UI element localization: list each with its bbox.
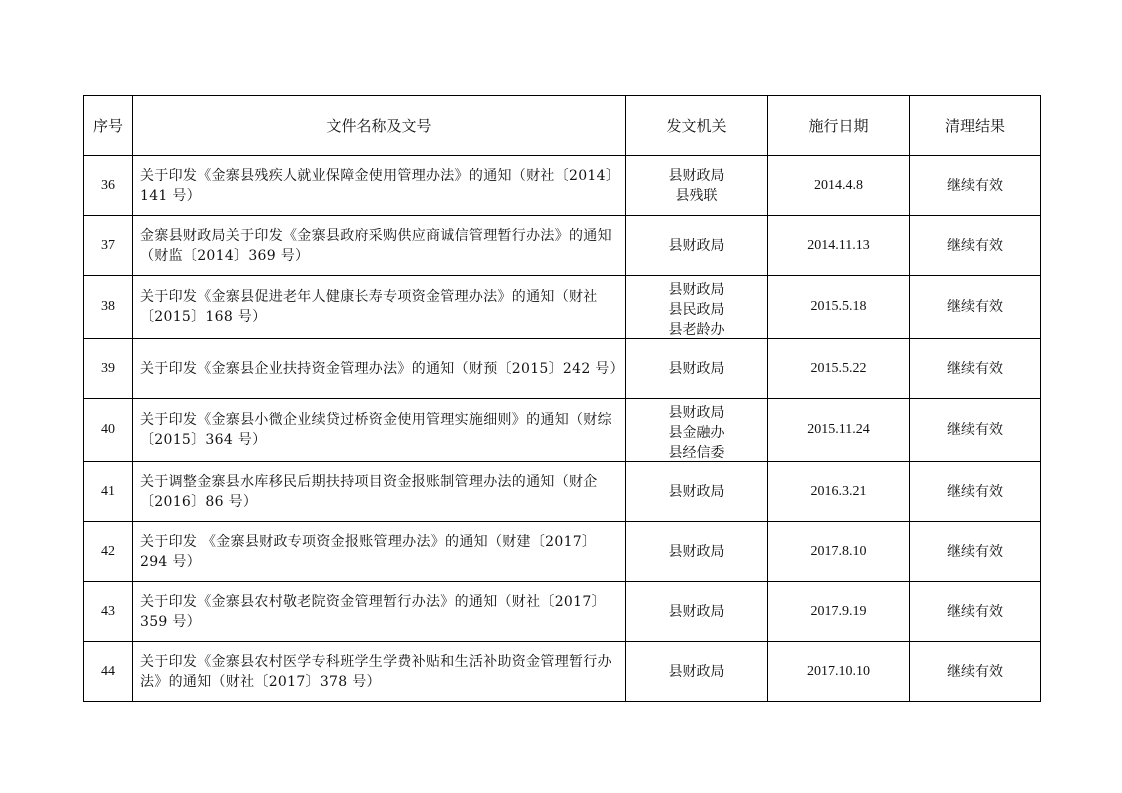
org-list (626, 542, 767, 562)
row-result: 继续有效 (910, 216, 1041, 276)
table-row (84, 216, 1041, 276)
table-row (84, 399, 1041, 462)
row-date: 2015.11.24 (768, 399, 910, 462)
org-name: 县财政局 (668, 237, 725, 254)
org-name: 县民政局 (668, 302, 725, 318)
row-org (626, 156, 768, 216)
header-row (84, 96, 1041, 156)
row-org (626, 642, 768, 702)
org-name: 县财政局 (668, 483, 725, 500)
row-date: 2014.4.8 (768, 156, 910, 216)
table-row (84, 642, 1041, 702)
row-result: 继续有效 (910, 399, 1041, 462)
table-header (84, 96, 1041, 156)
row-num: 40 (84, 399, 133, 462)
org-list (626, 662, 767, 682)
row-date: 2015.5.18 (768, 276, 910, 339)
row-num: 38 (84, 276, 133, 339)
org-list (626, 399, 767, 461)
table-row (84, 522, 1041, 582)
row-title: 关于印发《金寨县农村敬老院资金管理暂行办法》的通知（财社〔2017〕359 号） (133, 582, 626, 642)
org-name: 县财政局 (668, 405, 725, 421)
document-table (83, 95, 1041, 702)
table-row (84, 462, 1041, 522)
row-date: 2017.9.19 (768, 582, 910, 642)
org-list (626, 276, 767, 338)
header-org: 发文机关 (626, 96, 768, 156)
row-num: 43 (84, 582, 133, 642)
table-body (84, 156, 1041, 702)
row-date: 2014.11.13 (768, 216, 910, 276)
row-org (626, 582, 768, 642)
table-row (84, 339, 1041, 399)
org-name: 县财政局 (668, 167, 725, 184)
org-name: 县财政局 (668, 663, 725, 680)
org-name: 县财政局 (668, 603, 725, 620)
row-title: 关于印发《金寨县残疾人就业保障金使用管理办法》的通知（财社〔2014〕141 号） (133, 156, 626, 216)
org-list (626, 236, 767, 256)
row-result: 继续有效 (910, 276, 1041, 339)
table-row (84, 156, 1041, 216)
org-name: 县金融办 (668, 425, 725, 441)
row-org (626, 216, 768, 276)
org-name: 县财政局 (668, 543, 725, 560)
row-org (626, 462, 768, 522)
row-result: 继续有效 (910, 642, 1041, 702)
row-result: 继续有效 (910, 582, 1041, 642)
row-result: 继续有效 (910, 522, 1041, 582)
row-date: 2017.8.10 (768, 522, 910, 582)
org-name: 县财政局 (668, 360, 725, 377)
table-row (84, 582, 1041, 642)
row-title: 关于印发《金寨县企业扶持资金管理办法》的通知（财预〔2015〕242 号） (133, 339, 626, 399)
row-result: 继续有效 (910, 339, 1041, 399)
row-title: 关于印发 《金寨县财政专项资金报账管理办法》的通知（财建〔2017〕294 号） (133, 522, 626, 582)
row-date: 2017.10.10 (768, 642, 910, 702)
row-org (626, 522, 768, 582)
row-date: 2016.3.21 (768, 462, 910, 522)
row-title: 关于印发《金寨县农村医学专科班学生学费补贴和生活补助资金管理暂行办法》的通知（财社〔2017〕378 号） (133, 642, 626, 702)
org-name: 县老龄办 (668, 322, 725, 338)
org-list (626, 166, 767, 206)
table-row (84, 276, 1041, 339)
org-list (626, 602, 767, 622)
row-date: 2015.5.22 (768, 339, 910, 399)
row-num: 44 (84, 642, 133, 702)
row-title: 关于印发《金寨县促进老年人健康长寿专项资金管理办法》的通知（财社〔2015〕168 号） (133, 276, 626, 339)
org-name: 县经信委 (668, 445, 725, 461)
row-num: 37 (84, 216, 133, 276)
header-title: 文件名称及文号 (133, 96, 626, 156)
row-org (626, 339, 768, 399)
row-title: 关于调整金寨县水库移民后期扶持项目资金报账制管理办法的通知（财企〔2016〕86 号） (133, 462, 626, 522)
row-result: 继续有效 (910, 462, 1041, 522)
header-result: 清理结果 (910, 96, 1041, 156)
row-num: 42 (84, 522, 133, 582)
row-num: 41 (84, 462, 133, 522)
org-name: 县财政局 (668, 282, 725, 298)
header-date: 施行日期 (768, 96, 910, 156)
header-num: 序号 (84, 96, 133, 156)
org-name: 县残联 (675, 187, 718, 204)
row-num: 36 (84, 156, 133, 216)
org-list (626, 482, 767, 502)
row-title: 金寨县财政局关于印发《金寨县政府采购供应商诚信管理暂行办法》的通知（财监〔2014〕369 号） (133, 216, 626, 276)
row-org (626, 399, 768, 462)
org-list (626, 359, 767, 379)
row-result: 继续有效 (910, 156, 1041, 216)
row-title: 关于印发《金寨县小微企业续贷过桥资金使用管理实施细则》的通知（财综〔2015〕364 号） (133, 399, 626, 462)
row-num: 39 (84, 339, 133, 399)
row-org (626, 276, 768, 339)
